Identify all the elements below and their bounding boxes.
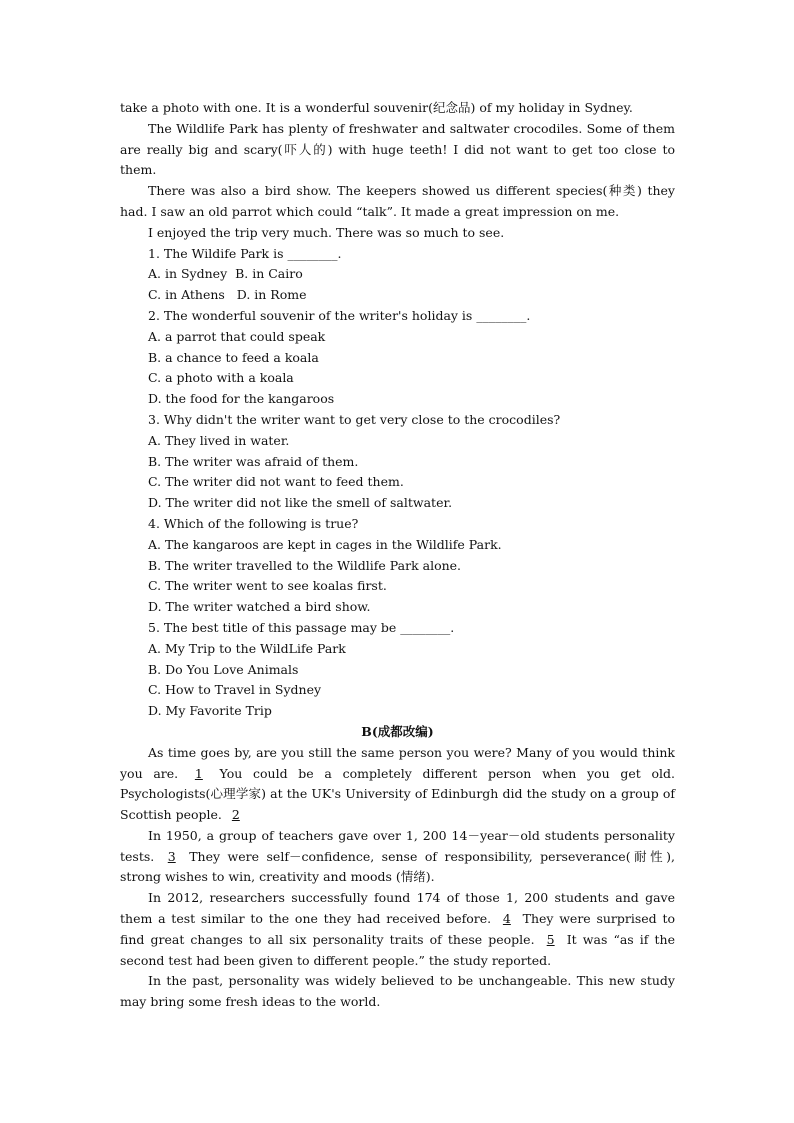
question-option: B. The writer travelled to the Wildlife Park alone. <box>148 557 462 573</box>
question-stem: 4. Which of the following is true? <box>148 515 359 531</box>
question-option: D. My Favorite Trip <box>148 703 272 719</box>
question-option: A. My Trip to the WildLife Park <box>148 640 346 656</box>
question-option: A. in Sydney B. in Cairo <box>148 266 303 282</box>
question-option: A. They lived in water. <box>148 432 290 448</box>
passage-b-paragraph-2 <box>120 826 675 888</box>
passage-b-paragraph-3 <box>120 888 675 971</box>
question-option: B. The writer was afraid of them. <box>148 453 359 469</box>
question-option: D. The writer did not like the smell of saltwater. <box>148 495 453 511</box>
blank-4: 4 <box>502 911 511 927</box>
question-option: D. the food for the kangaroos <box>148 391 335 407</box>
question-3 <box>120 410 675 514</box>
passage-b-title: B(成都改编) <box>361 723 434 739</box>
question-stem: 5. The best title of this passage may be ________. <box>148 619 455 635</box>
passage-text: In 2012, researchers successfully found 174 of those 1, 200 students and gave them a test similar to the one they had received before. <box>120 890 675 927</box>
question-option: C. in Athens D. in Rome <box>148 287 307 303</box>
question-stem: 2. The wonderful souvenir of the writer's holiday is ________. <box>148 307 531 323</box>
question-1 <box>120 244 675 306</box>
passage-a-paragraph-4: I enjoyed the trip very much. There was so much to see. <box>148 224 505 240</box>
passage-a-paragraph-3: There was also a bird show. The keepers showed us different species(种类) they had. I saw an old parrot which could “talk”. It made a great impression on me. <box>120 183 675 219</box>
question-option: D. The writer watched a bird show. <box>148 599 371 615</box>
question-2 <box>120 306 675 410</box>
question-option: C. How to Travel in Sydney <box>148 682 322 698</box>
blank-2: 2 <box>231 807 240 823</box>
question-option: C. The writer did not want to feed them. <box>148 474 404 490</box>
passage-a-paragraph-1: take a photo with one. It is a wonderful souvenir(纪念品) of my holiday in Sydney. <box>120 100 633 115</box>
question-stem: 1. The Wildife Park is ________. <box>148 245 342 261</box>
question-4 <box>120 514 675 618</box>
passage-text: You could be a completely different person when you get old. Psychologists(心理学家) at the UK's University of Edinburgh did the study on a group of Scottish people. <box>120 765 675 823</box>
question-stem: 3. Why didn't the writer want to get very close to the crocodiles? <box>148 411 561 427</box>
passage-b-paragraph-4: In the past, personality was widely believed to be unchangeable. This new study may bring some fresh ideas to the world. <box>120 973 675 1010</box>
question-option: C. The writer went to see koalas first. <box>148 578 387 594</box>
blank-5: 5 <box>546 931 555 947</box>
passage-text: They were self－confidence, sense of responsibility, perseverance(耐性), strong wishes to win, creativity and moods (情绪). <box>120 848 675 885</box>
question-option: B. a chance to feed a koala <box>148 349 319 365</box>
passage-text: They were surprised to find great changes to all six personality traits of these people. <box>120 911 675 947</box>
question-option: B. Do You Love Animals <box>148 661 299 677</box>
question-option: A. The kangaroos are kept in cages in the Wildlife Park. <box>148 536 502 552</box>
passage-text: As time goes by, are you still the same person you were? Many of you would think you are. <box>120 744 675 781</box>
passage-text: In 1950, a group of teachers gave over 1, 200 14－year－old students personality tests. <box>120 827 675 864</box>
passage-a-paragraph-2: The Wildlife Park has plenty of freshwater and saltwater crocodiles. Some of them are really big and scary(吓人的) with huge teeth! I did not want to get too close to them. <box>120 120 675 178</box>
question-option: C. a photo with a koala <box>148 370 294 386</box>
question-option: A. a parrot that could speak <box>148 328 326 344</box>
blank-1: 1 <box>194 765 203 781</box>
question-5 <box>120 618 675 722</box>
passage-text: It was “as if the second test had been given to different people.” the study reported. <box>120 931 676 968</box>
blank-3: 3 <box>167 848 176 864</box>
document-page <box>120 98 675 1013</box>
passage-b-paragraph-1 <box>120 743 675 826</box>
